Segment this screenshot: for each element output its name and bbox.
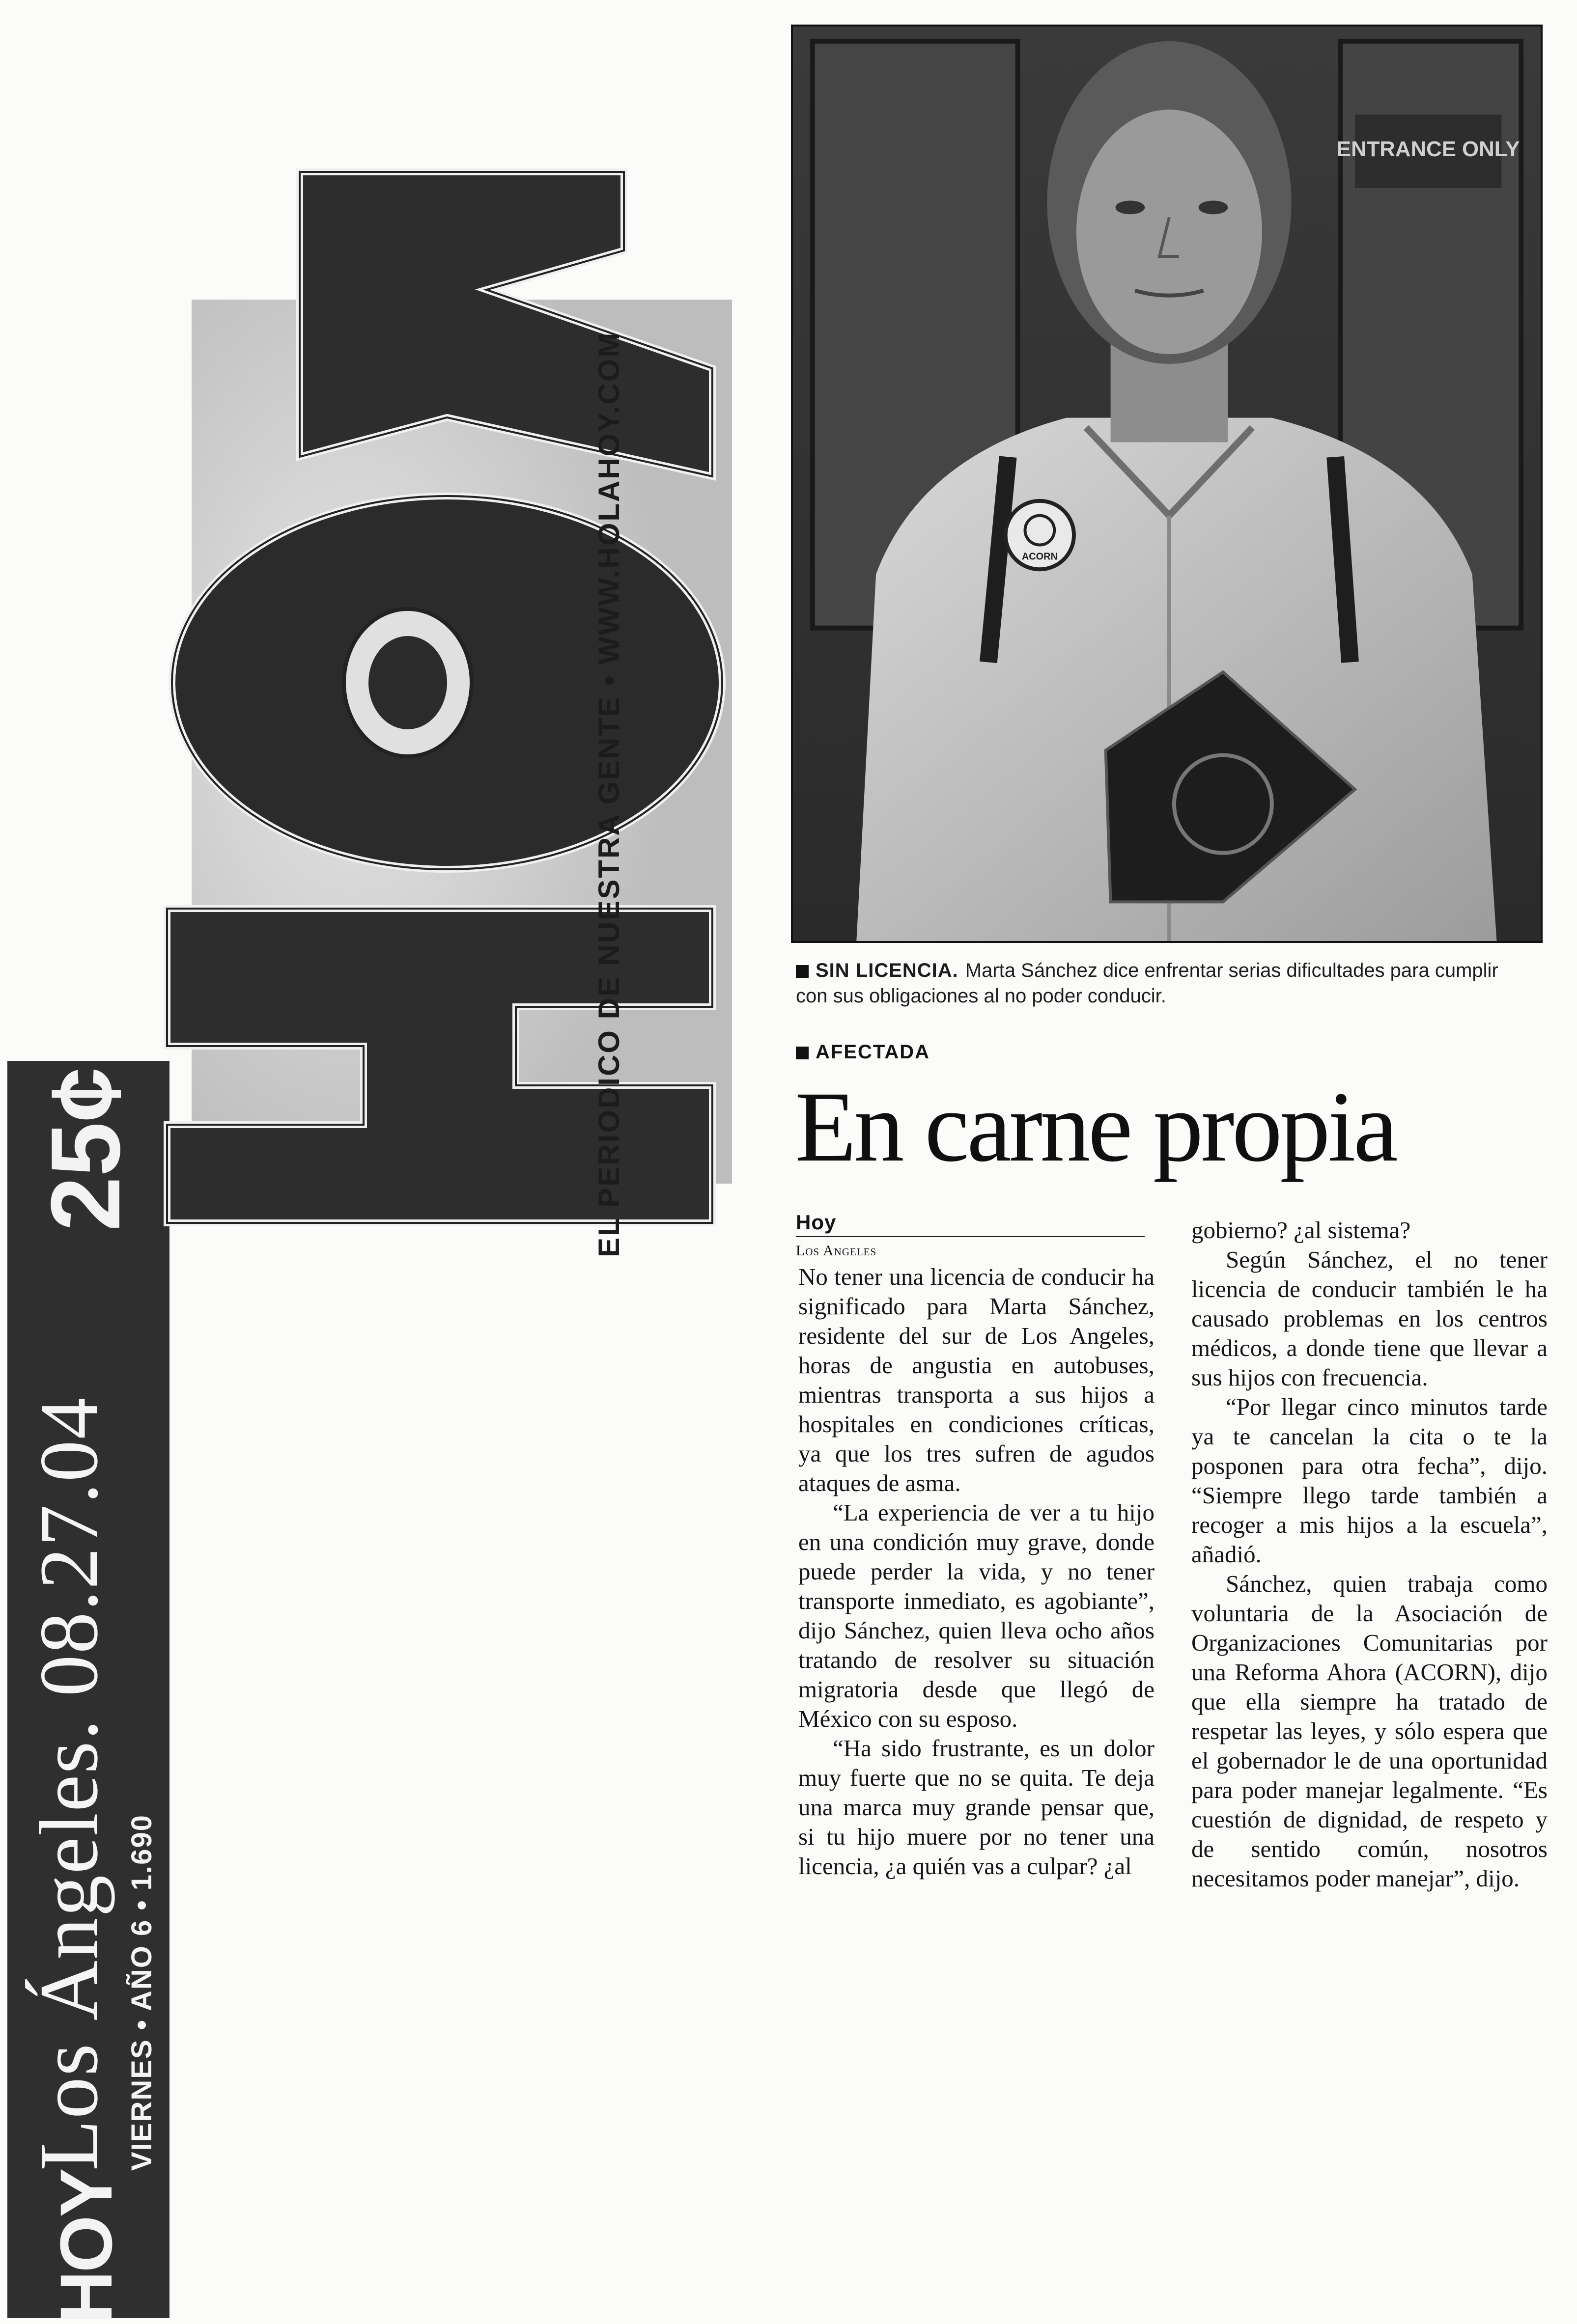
issue-line: VIERNES • AÑO 6 • 1.690 [126,1814,158,2171]
byline-brand: Hoy [796,1211,1145,1237]
paragraph: gobierno? ¿al sistema? [1191,1217,1411,1244]
tagline: EL PERIODICO DE NUESTRA GENTE • WWW.HOLAHOY.COM [592,331,625,1257]
paragraph: No tener una licencia de conducir ha significado para Marta Sánchez, residente del sur de Los Angeles, horas de angustia en autobuses, mientras transporta a sus hijos a hospitales en condiciones críticas, ya que los tres sufren de agudos ataques de asma. [798,1263,1155,1496]
caption-square-icon [796,965,809,978]
hoy-logo-art [133,162,732,1233]
headline: En carne propia [795,1071,1396,1183]
paragraph: Según Sánchez, el no tener licencia de conducir también le ha causado problemas en los centros médicos, a donde tiene que llevar a sus hijos con frecuencia. [1191,1246,1548,1391]
masthead [0,1061,177,2324]
dateline-date: 08.27.04 [23,1396,115,1697]
article-column-1 [798,1262,1155,1881]
entrance-sign: ENTRANCE ONLY [1336,137,1520,161]
byline-city: Los Angeles [796,1243,877,1259]
article-column-2 [1191,1216,1548,1893]
kicker-text: AFECTADA [816,1041,930,1063]
kicker-square-icon [796,1047,809,1059]
paragraph: “Por llegar cinco minutos tarde ya te cancelan la cita o te la posponen para otra fecha”, dijo. “Siempre llego tarde también a recoger a mis hijos a la escuela”, añadió. [1191,1393,1548,1568]
masthead-brand: HOY [44,2170,127,2324]
acorn-button-text: ACORN [1021,551,1058,562]
hoy-logo [133,162,732,1233]
caption-text: Marta Sánchez dice enfrentar serias dificultades para cumplir con sus obligaciones al no poder conducir. [796,960,1498,1007]
dateline [20,1396,118,2171]
photo-art [793,27,1541,941]
price-label: 25¢ [31,1067,141,1231]
news-photo [791,25,1543,943]
paragraph: Sánchez, quien trabaja como voluntaria de la Asociación de Organizaciones Comunitarias por una Reforma Ahora (ACORN), dijo que ella siempre ha tratado de respetar las leyes, y sólo espera que el gobernador le de una oportunidad para poder manejar legalmente. “Es cuestión de dignidad, de respeto y de sentido común, nosotros necesitamos poder manejar”, dijo. [1191,1570,1548,1892]
caption-kicker: SIN LICENCIA. [816,960,958,981]
dateline-city: Los Ángeles. [23,1718,115,2171]
section-kicker [796,1041,930,1063]
paragraph: “La experiencia de ver a tu hijo en una condición muy grave, donde puede perder la vida, y no tener transporte inmediato, es agobiante”, dijo Sánchez, quien lleva ocho años tratando de resolver su situación migratoria desde que llegó de México con su esposo. [798,1499,1155,1732]
paragraph: “Ha sido frustrante, es un dolor muy fuerte que no se quita. Te deja una marca muy grande pensar que, si tu hijo muere por no tener una licencia, ¿a quién vas a culpar? ¿al [798,1735,1155,1880]
photo-caption [796,958,1533,1009]
